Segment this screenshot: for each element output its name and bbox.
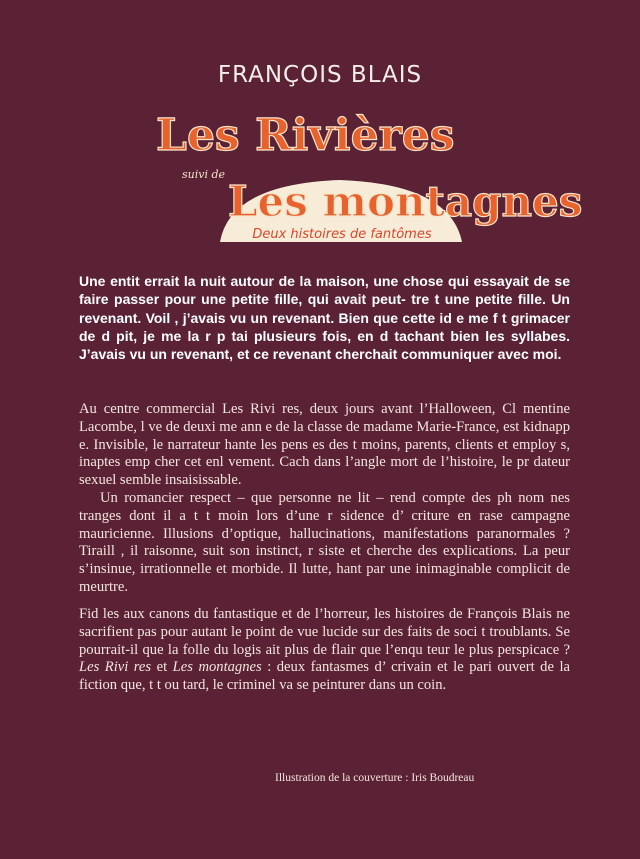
closing-text-start: Fid les aux canons du fantastique et de l’horreur, les histoires de François Blais ne sacrifient pas pour autant le point de vue lucide sur des faits de soci t troublants. Se pourrait-il que la folle du logis ait plus de flair que l’enqu teur le plus perspicace ? — [79, 606, 570, 658]
intro-paragraph — [79, 272, 570, 363]
summary-block — [79, 401, 570, 597]
closing-paragraph — [79, 606, 570, 695]
closing-title-1: Les Rivi res — [79, 659, 152, 676]
title-montagnes: Les montagnes — [228, 177, 583, 226]
title-logo — [150, 92, 583, 257]
illustration-credit: Illustration de la couverture : Iris Boudreau — [275, 772, 475, 784]
closing-text-end: : deux fantasmes d’ crivain et le pari ouvert de la fiction que, t t ou tard, le criminel va se peinturer dans un coin. — [79, 659, 570, 694]
closing-title-2: Les montagnes — [172, 659, 262, 676]
summary-paragraph-2: Un romancier respect – que personne ne lit – rend compte des ph nom nes tranges dont il a t t moin lors d’une r sidence d’ criture en rase campagne mauricienne. Illusions d’optique, hallucinations, manifestations paranormales ? Tiraill , il raisonne, suit son instinct, r siste et cherche des explications. La peur s’insinue, irrationnelle et morbide. Il lutte, hant par une inimaginable complicit de meurtre. — [79, 489, 570, 595]
closing-text-between: et — [151, 659, 173, 676]
title-rivieres: Les Rivières — [156, 110, 455, 161]
closing-text — [79, 606, 570, 695]
subtitle: Deux histoires de fantômes — [252, 227, 432, 242]
title-logo-art — [150, 92, 583, 257]
intro-text: Une entit errait la nuit autour de la maison, une chose qui essayait de se faire passer pour une petite fille, qui avait peut- tre t une petite fille. Un revenant. Voil , j’avais vu un revenant. Bien que cette id e me f t grimacer de d pit, je me la r p tai plusieurs fois, en d tachant bien les syllabes. J’avais vu un revenant, et ce revenant cherchait communiquer avec moi. — [79, 273, 570, 363]
author-name: FRANÇOIS BLAIS — [217, 62, 423, 88]
summary-paragraph-1: Au centre commercial Les Rivi res, deux jours avant l’Halloween, Cl mentine Lacombe, l ve de deuxi me ann e de la classe de madame Marie-France, est kidnapp e. Invisible, le narrateur hante les pens es des t moins, parents, clients et employ s, inaptes emp cher cet enl vement. Cach dans l’angle mort de l’histoire, le pr dateur sexuel semble insaisissable. — [79, 401, 570, 489]
title-connector: suivi de — [182, 168, 226, 181]
